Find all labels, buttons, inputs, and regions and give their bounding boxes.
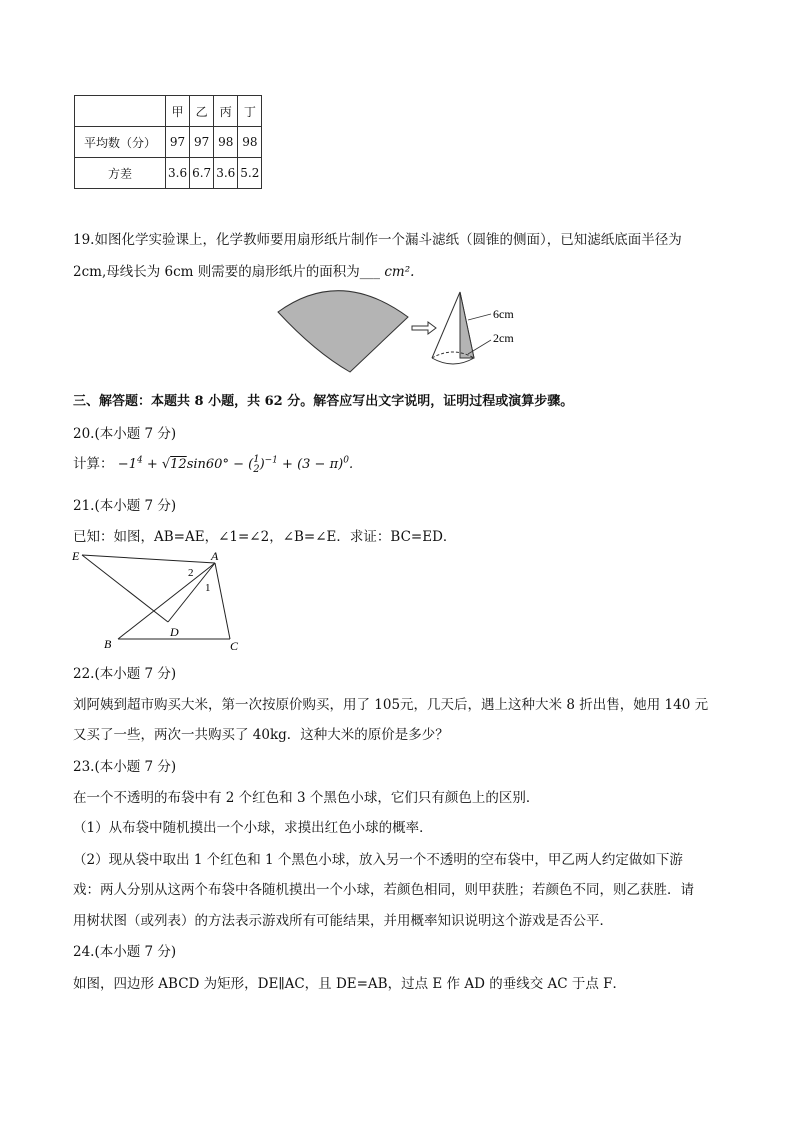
sector-cone-figure	[270, 282, 540, 382]
q24-text: 如图，四边形 ABCD 为矩形，DE∥AC，且 DE=AB，过点 E 作 AD 的垂线交 AC 于点 F．	[73, 976, 627, 992]
q20-label: 计算：	[73, 456, 114, 472]
table-cell: 3.6	[214, 158, 238, 189]
q20-header: 20.(本小题 7 分)	[73, 426, 177, 442]
cone-cross-section	[460, 292, 474, 358]
q19-text: 2cm,母线长为 6cm 则需要的扇形纸片的面积为___	[73, 264, 381, 280]
q21-header: 21.(本小题 7 分)	[73, 498, 177, 514]
table-cell: 5.2	[238, 158, 262, 189]
point-E-label: E	[72, 549, 80, 563]
point-C-label: C	[230, 639, 239, 653]
section-rest: 解答应写出文字说明，证明过程或演算步骤。	[313, 394, 574, 409]
score-table	[74, 95, 262, 189]
table-cell: 6.7	[190, 158, 214, 189]
slant-label: 6cm	[493, 307, 514, 321]
table-header-row	[75, 96, 262, 127]
table-cell: 98	[214, 127, 238, 158]
table-header-cell: 丙	[214, 96, 238, 127]
q23-line3: （2）现从袋中取出 1 个红色和 1 个黑色小球，放入另一个不透明的空布袋中，甲乙两人约定做如下游	[73, 852, 683, 868]
table-row-label: 平均数（分）	[75, 127, 166, 158]
point-D-label: D	[170, 625, 179, 639]
q19-unit: cm².	[384, 264, 415, 280]
q23-line1: 在一个不透明的布袋中有 2 个红色和 3 个黑色小球，它们只有颜色上的区别．	[73, 790, 540, 806]
q23-line5: 用树状图（或列表）的方法表示游戏所有可能结果，并用概率知识说明这个游戏是否公平．	[73, 913, 613, 929]
section-heading	[73, 390, 573, 409]
triangle-figure	[70, 546, 250, 656]
q20-expression: 计算： $-1^4 + √12\sin 60^\circ - (1$ $2)^{-1} + (3 - \pi)^0$.	[73, 453, 354, 475]
table-cell: 97	[190, 127, 214, 158]
table-cell: 3.6	[166, 158, 190, 189]
angle-2-label: 2	[188, 567, 194, 579]
table-row-label: 方差	[75, 158, 166, 189]
point-A-label: A	[211, 549, 219, 563]
table-row	[75, 158, 262, 189]
table-cell: 97	[166, 127, 190, 158]
table-header-cell: 乙	[190, 96, 214, 127]
q23-line2: （1）从布袋中随机摸出一个小球，求摸出红色小球的概率．	[73, 820, 433, 836]
point-B-label: B	[104, 637, 112, 651]
angle-1-label: 1	[205, 582, 211, 594]
table-header-cell: 甲	[166, 96, 190, 127]
q22-header: 22.(本小题 7 分)	[73, 666, 177, 682]
q19-line1: 19.如图化学实验课上，化学教师要用扇形纸片制作一个漏斗滤纸（圆锥的侧面），已知滤纸底面半径为	[73, 232, 682, 248]
table-corner-cell	[75, 96, 166, 127]
q21-text: 已知：如图，AB=AE，∠1=∠2，∠B=∠E．求证：BC=ED．	[73, 529, 457, 545]
q19-line2	[73, 260, 414, 280]
q24-header: 24.(本小题 7 分)	[73, 944, 177, 960]
table-cell: 98	[238, 127, 262, 158]
q22-line2: 又买了一些，两次一共购买了 40kg．这种大米的原价是多少？	[73, 727, 449, 743]
q22-line1: 刘阿姨到超市购买大米，第一次按原价购买，用了 105元，几天后，遇上这种大米 8 折出售，她用 140 元	[73, 697, 709, 713]
section-main: 本题共 8 小题，共 62 分。	[151, 394, 314, 409]
q23-line4: 戏：两人分别从这两个布袋中各随机摸出一个小球，若颜色相同，则甲获胜；若颜色不同，则乙获胜．请	[73, 882, 694, 898]
radius-label: 2cm	[493, 331, 514, 345]
section-prefix: 三、解答题：	[73, 394, 152, 409]
sector-shape	[278, 291, 408, 372]
table-row	[75, 127, 262, 158]
arrow-icon	[412, 322, 436, 334]
q23-header: 23.(本小题 7 分)	[73, 759, 177, 775]
table-header-cell: 丁	[238, 96, 262, 127]
